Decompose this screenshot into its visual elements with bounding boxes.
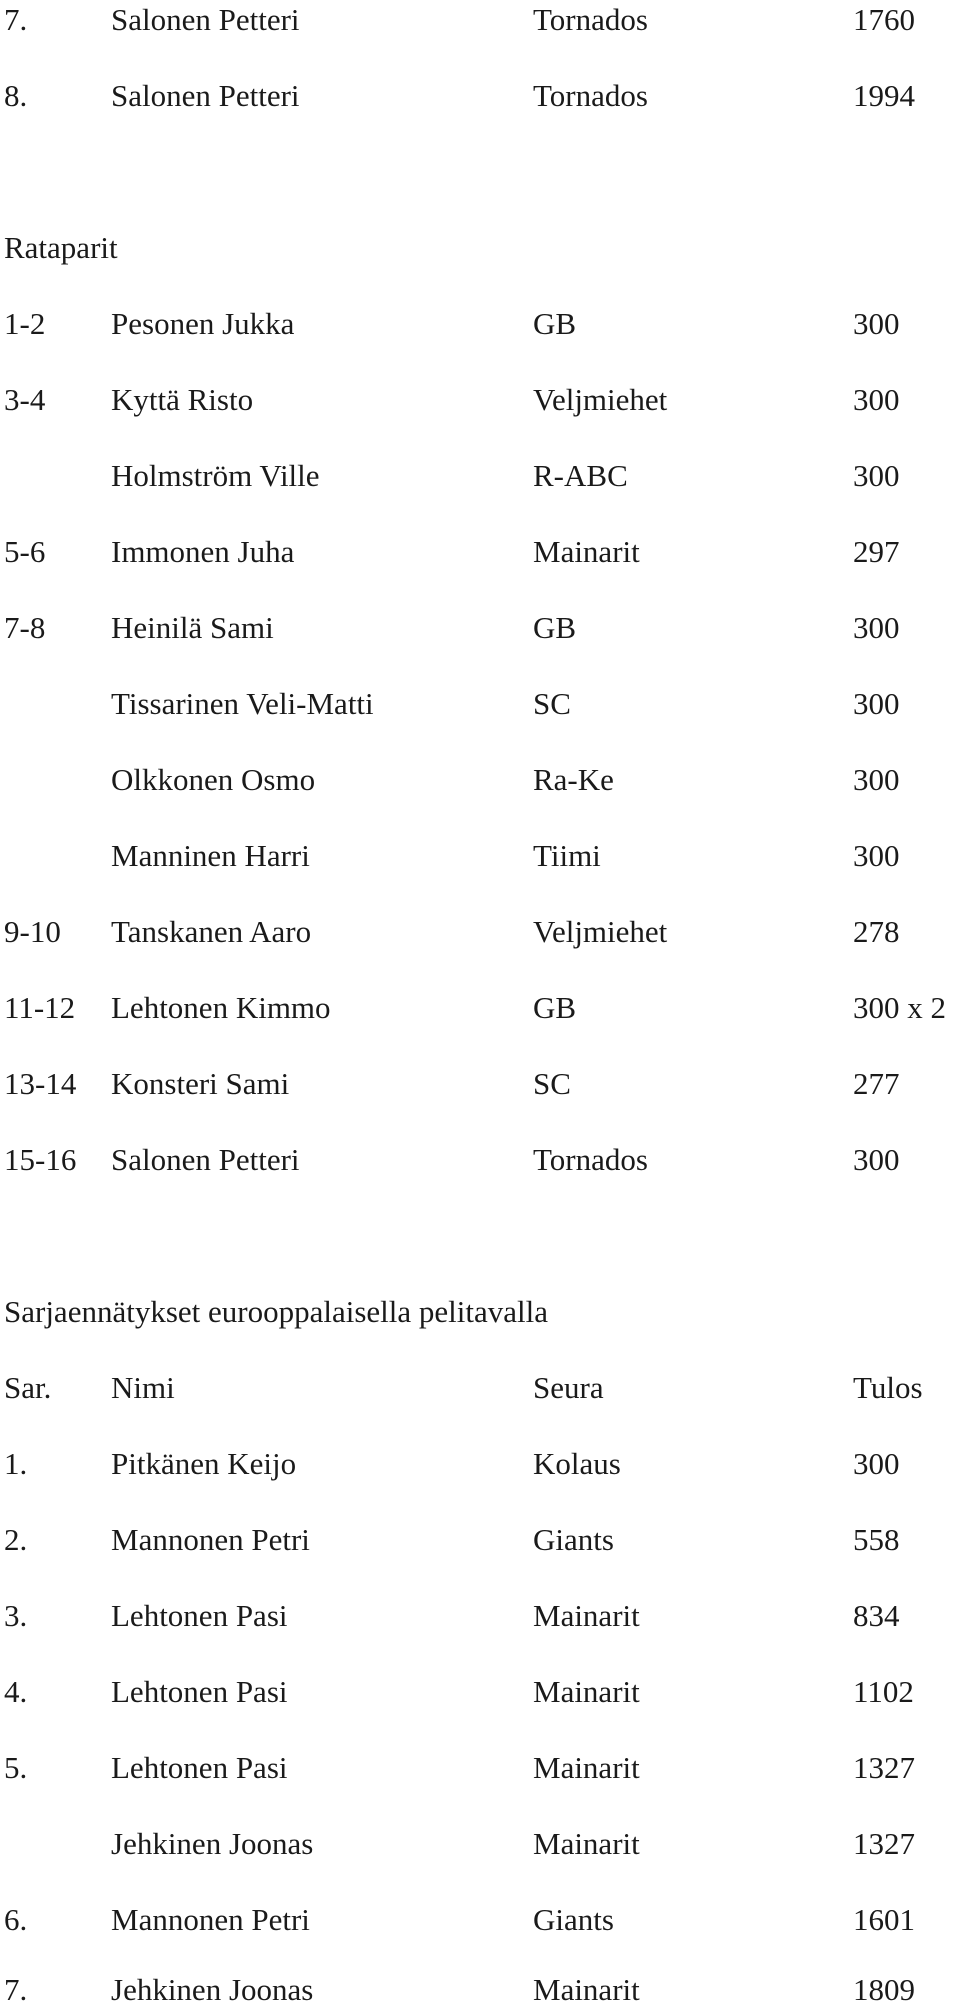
table-row xyxy=(0,0,960,60)
table-row xyxy=(0,608,960,668)
score-cell: 1601 xyxy=(853,1902,915,1937)
club-cell: Tornados xyxy=(533,78,648,113)
club-cell: SC xyxy=(533,1066,571,1101)
club-cell: Tornados xyxy=(533,1142,648,1177)
score-cell: 300 xyxy=(853,762,900,797)
rank-cell: 1-2 xyxy=(4,306,46,341)
name-cell: Olkkonen Osmo xyxy=(111,762,316,797)
name-cell: Holmström Ville xyxy=(111,458,320,493)
column-header-name: Nimi xyxy=(111,1370,175,1405)
name-cell: Salonen Petteri xyxy=(111,2,300,37)
table-row xyxy=(0,76,960,136)
score-cell: 300 xyxy=(853,686,900,721)
rank-cell: 3. xyxy=(4,1598,28,1633)
column-header-rank: Sar. xyxy=(4,1370,52,1405)
table-row xyxy=(0,836,960,896)
column-header-score: Tulos xyxy=(853,1370,923,1405)
name-cell: Lehtonen Pasi xyxy=(111,1674,288,1709)
name-cell: Lehtonen Pasi xyxy=(111,1750,288,1785)
score-cell: 1327 xyxy=(853,1826,915,1861)
rank-cell: 7. xyxy=(4,2,28,37)
score-cell: 277 xyxy=(853,1066,900,1101)
rank-cell: 15-16 xyxy=(4,1142,77,1177)
club-cell: Mainarit xyxy=(533,1674,640,1709)
table-row xyxy=(0,1748,960,1808)
club-cell: R-ABC xyxy=(533,458,628,493)
score-cell: 300 xyxy=(853,610,900,645)
section-title-rataparit: Rataparit xyxy=(4,230,118,265)
table-row xyxy=(0,1672,960,1732)
score-cell: 300 xyxy=(853,382,900,417)
rank-cell: 5-6 xyxy=(4,534,46,569)
club-cell: GB xyxy=(533,610,577,645)
name-cell: Kyttä Risto xyxy=(111,382,254,417)
rank-cell: 3-4 xyxy=(4,382,46,417)
table-row xyxy=(0,1064,960,1124)
table-row xyxy=(0,380,960,440)
club-cell: Ra-Ke xyxy=(533,762,614,797)
rank-cell: 1. xyxy=(4,1446,28,1481)
table-row xyxy=(0,1596,960,1656)
club-cell: GB xyxy=(533,306,577,341)
club-cell: Kolaus xyxy=(533,1446,621,1481)
club-cell: Mainarit xyxy=(533,1826,640,1861)
score-cell: 297 xyxy=(853,534,900,569)
name-cell: Mannonen Petri xyxy=(111,1522,310,1557)
rank-cell: 8. xyxy=(4,78,28,113)
score-cell: 278 xyxy=(853,914,900,949)
table-row xyxy=(0,532,960,592)
name-cell: Tissarinen Veli-Matti xyxy=(111,686,374,721)
score-cell: 300 xyxy=(853,306,900,341)
score-cell: 300 xyxy=(853,1446,900,1481)
name-cell: Immonen Juha xyxy=(111,534,295,569)
rank-cell: 4. xyxy=(4,1674,28,1709)
table-row xyxy=(0,1824,960,1884)
score-cell: 1327 xyxy=(853,1750,915,1785)
club-cell: SC xyxy=(533,686,571,721)
rank-cell: 2. xyxy=(4,1522,28,1557)
table-row xyxy=(0,1140,960,1200)
table-row xyxy=(0,304,960,364)
score-cell: 1809 xyxy=(853,1972,915,2007)
club-cell: Mainarit xyxy=(533,1972,640,2007)
table-row xyxy=(0,1900,960,1960)
score-cell: 300 xyxy=(853,1142,900,1177)
table-header-row xyxy=(0,1368,960,1428)
club-cell: Veljmiehet xyxy=(533,382,668,417)
name-cell: Pitkänen Keijo xyxy=(111,1446,297,1481)
score-cell: 558 xyxy=(853,1522,900,1557)
name-cell: Salonen Petteri xyxy=(111,78,300,113)
rank-cell: 7-8 xyxy=(4,610,46,645)
club-cell: Giants xyxy=(533,1522,614,1557)
score-cell: 1994 xyxy=(853,78,915,113)
table-row xyxy=(0,1970,960,2010)
table-row xyxy=(0,684,960,744)
club-cell: Veljmiehet xyxy=(533,914,668,949)
name-cell: Pesonen Jukka xyxy=(111,306,295,341)
score-cell: 300 xyxy=(853,838,900,873)
name-cell: Mannonen Petri xyxy=(111,1902,310,1937)
club-cell: Tiimi xyxy=(533,838,601,873)
name-cell: Lehtonen Pasi xyxy=(111,1598,288,1633)
rank-cell: 13-14 xyxy=(4,1066,77,1101)
name-cell: Manninen Harri xyxy=(111,838,310,873)
rank-cell: 7. xyxy=(4,1972,28,2007)
rank-cell: 11-12 xyxy=(4,990,76,1025)
table-row xyxy=(0,1520,960,1580)
table-row xyxy=(0,456,960,516)
score-cell: 300 xyxy=(853,458,900,493)
table-row xyxy=(0,912,960,972)
name-cell: Jehkinen Joonas xyxy=(111,1826,314,1861)
name-cell: Tanskanen Aaro xyxy=(111,914,312,949)
table-row xyxy=(0,760,960,820)
club-cell: Mainarit xyxy=(533,1750,640,1785)
score-cell: 1760 xyxy=(853,2,915,37)
rank-cell: 6. xyxy=(4,1902,28,1937)
score-cell: 300 x 2 xyxy=(853,990,946,1025)
section-title-sarjaennatykset: Sarjaennätykset eurooppalaisella pelitavalla xyxy=(4,1294,548,1329)
club-cell: GB xyxy=(533,990,577,1025)
club-cell: Mainarit xyxy=(533,534,640,569)
score-cell: 834 xyxy=(853,1598,900,1633)
column-header-club: Seura xyxy=(533,1370,604,1405)
club-cell: Tornados xyxy=(533,2,648,37)
name-cell: Salonen Petteri xyxy=(111,1142,300,1177)
name-cell: Heinilä Sami xyxy=(111,610,274,645)
club-cell: Mainarit xyxy=(533,1598,640,1633)
rank-cell: 5. xyxy=(4,1750,28,1785)
name-cell: Lehtonen Kimmo xyxy=(111,990,331,1025)
club-cell: Giants xyxy=(533,1902,614,1937)
score-cell: 1102 xyxy=(853,1674,914,1709)
rank-cell: 9-10 xyxy=(4,914,61,949)
name-cell: Jehkinen Joonas xyxy=(111,1972,314,2007)
table-row xyxy=(0,988,960,1048)
table-row xyxy=(0,1444,960,1504)
name-cell: Konsteri Sami xyxy=(111,1066,290,1101)
